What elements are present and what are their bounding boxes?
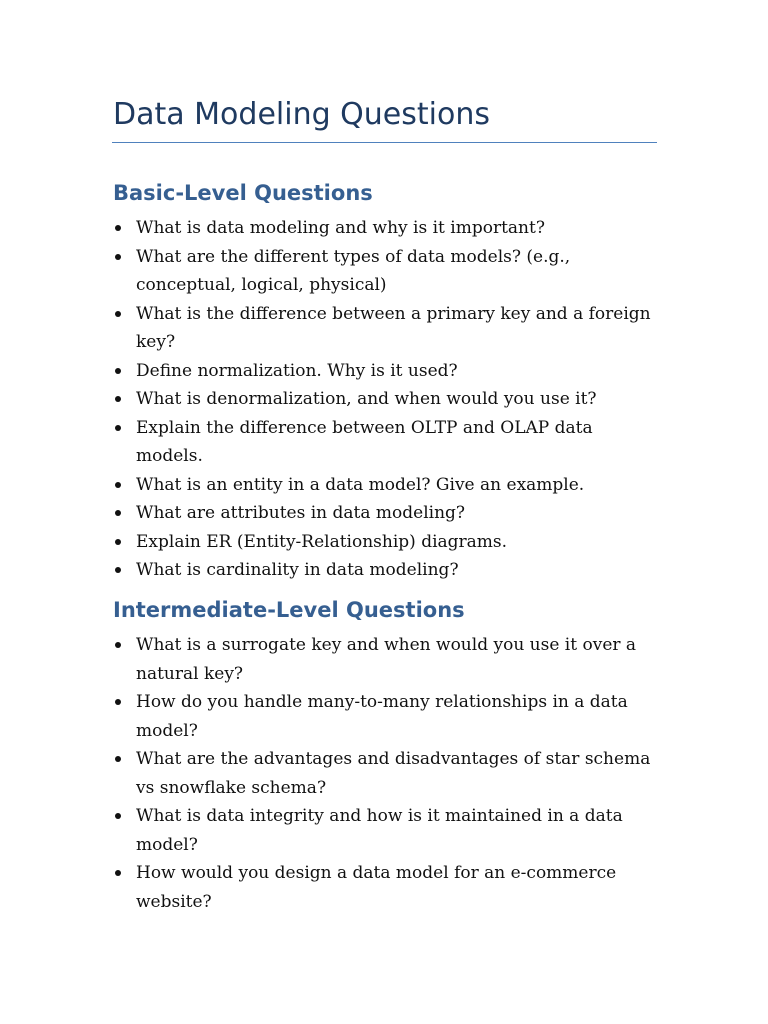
question-text: How would you design a data model for an e-commerce website? — [136, 863, 617, 912]
question-text: What is cardinality in data modeling? — [136, 560, 459, 580]
section-intermediate-level — [113, 593, 673, 916]
list-item — [113, 471, 663, 500]
title-underline-rule — [112, 142, 657, 143]
question-text: What are the advantages and disadvantages of star schema vs snowflake schema? — [136, 749, 651, 798]
question-text: What is a surrogate key and when would you use it over a natural key? — [136, 635, 637, 684]
section-basic-level — [113, 176, 673, 585]
list-item — [113, 499, 663, 528]
basic-question-list — [113, 214, 673, 585]
question-text: What is data modeling and why is it important? — [136, 218, 545, 238]
list-item — [113, 214, 663, 243]
question-text: How do you handle many-to-many relationships in a data model? — [136, 692, 628, 741]
question-text: What is denormalization, and when would you use it? — [136, 389, 597, 409]
list-item — [113, 528, 663, 557]
list-item — [113, 357, 663, 386]
question-text: Explain ER (Entity-Relationship) diagrams. — [136, 531, 508, 552]
list-item — [113, 556, 663, 585]
section-heading-basic: Basic-Level Questions — [113, 181, 373, 205]
list-item — [113, 859, 663, 916]
list-item — [113, 745, 663, 802]
list-item — [113, 385, 663, 414]
list-item — [113, 414, 663, 471]
list-item — [113, 688, 663, 745]
intermediate-question-list — [113, 631, 673, 916]
question-text: Define normalization. Why is it used? — [136, 360, 458, 381]
question-text: What are attributes in data modeling? — [136, 503, 466, 523]
document-title: Data Modeling Questions — [113, 97, 490, 132]
question-text: What are the different types of data models? (e.g., conceptual, logical, physical) — [136, 246, 571, 295]
question-text: What is data integrity and how is it maintained in a data model? — [136, 806, 623, 855]
list-item — [113, 300, 663, 357]
list-item — [113, 243, 663, 300]
list-item — [113, 802, 663, 859]
question-text: Explain the difference between OLTP and OLAP data models. — [136, 417, 593, 466]
question-text: What is the difference between a primary key and a foreign key? — [136, 303, 651, 352]
question-text: What is an entity in a data model? Give an example. — [136, 474, 585, 495]
list-item — [113, 631, 663, 688]
section-heading-intermediate: Intermediate-Level Questions — [113, 598, 465, 622]
